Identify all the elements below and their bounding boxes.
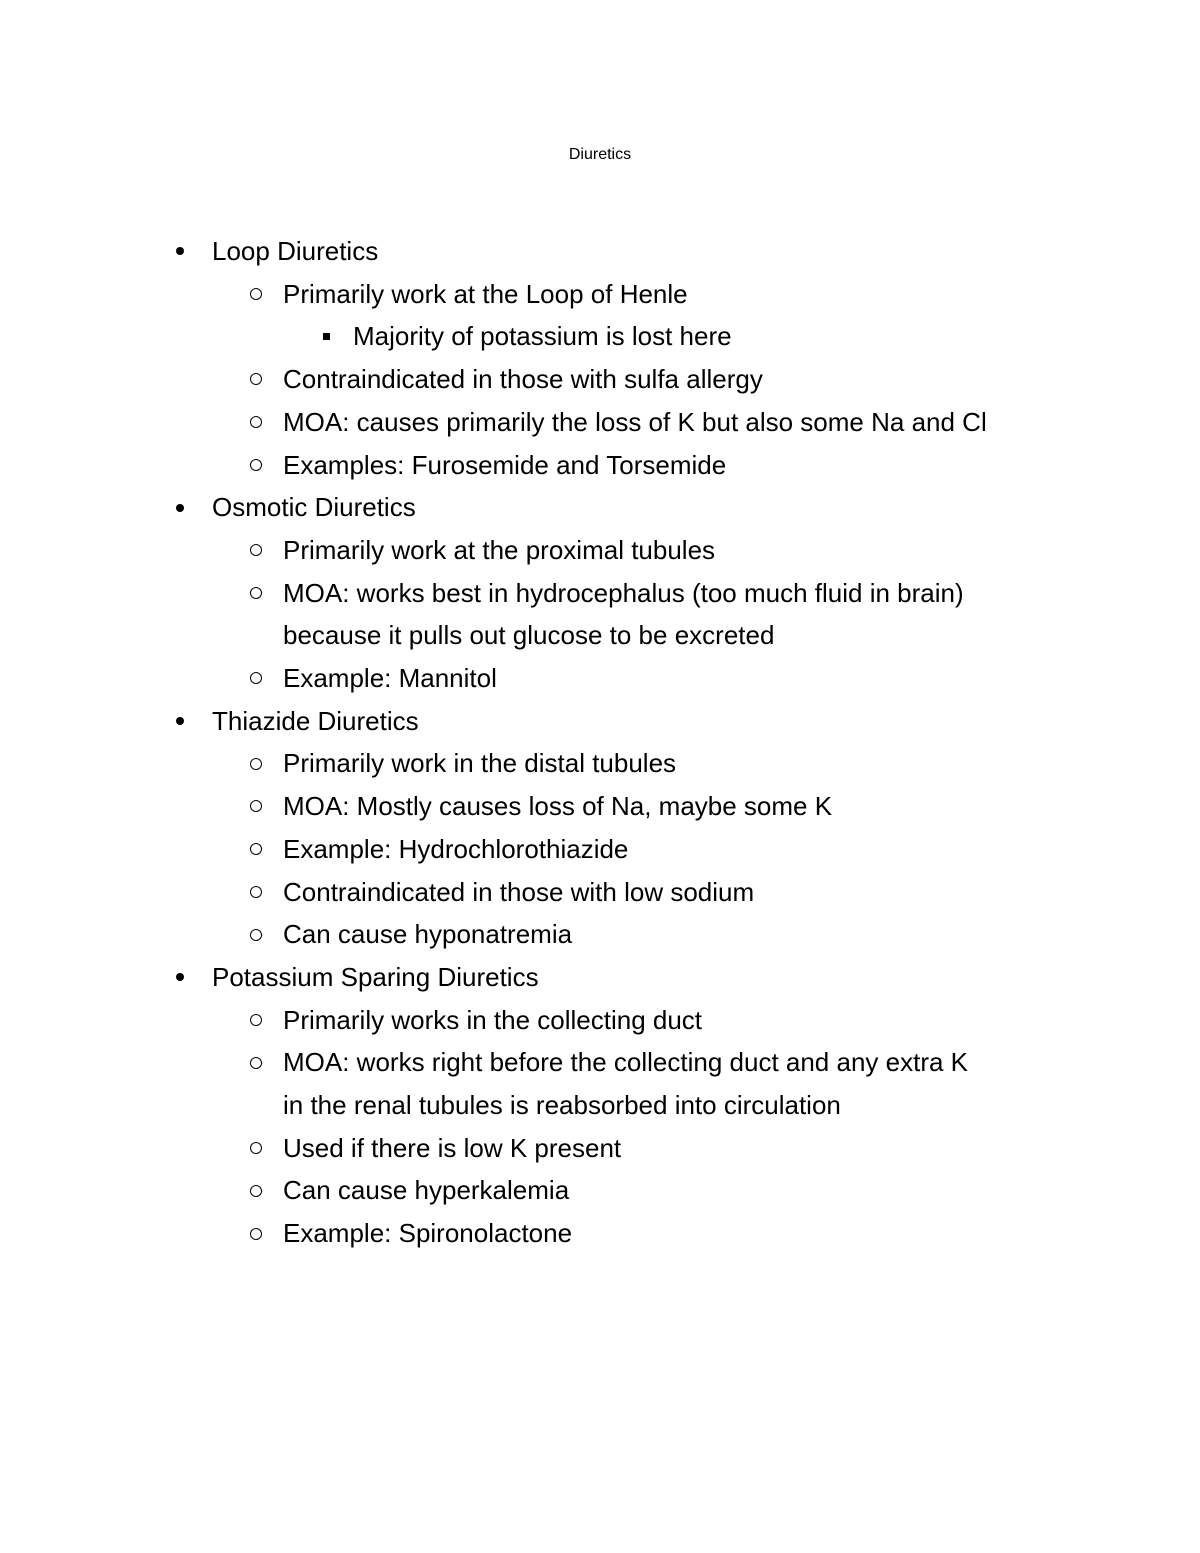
bullet-circle-icon	[245, 529, 267, 572]
list-item-text: Contraindicated in those with low sodium	[283, 876, 755, 907]
list-item	[0, 572, 1200, 615]
bullet-circle-icon	[245, 871, 267, 914]
bullet-circle-icon	[245, 999, 267, 1042]
list-item	[0, 529, 1200, 572]
list-item-text: Primarily works in the collecting duct	[283, 1004, 703, 1035]
bullet-disc-icon	[170, 956, 190, 999]
bullet-circle-icon	[245, 1169, 267, 1212]
bullet-circle-icon	[245, 785, 267, 828]
list-item-text: Example: Spironolactone	[283, 1218, 573, 1249]
section-heading	[0, 486, 1200, 529]
bullet-circle-icon	[245, 1212, 267, 1255]
list-item-text: Primarily work at the Loop of Henle	[283, 278, 688, 309]
list-item	[0, 1212, 1200, 1255]
bullet-circle-icon	[245, 358, 267, 401]
section-heading	[0, 956, 1200, 999]
list-item-continuation-text: in the renal tubules is reabsorbed into circulation	[283, 1090, 841, 1121]
list-item	[0, 999, 1200, 1042]
list-item-continuation	[0, 1084, 1200, 1127]
list-item-text: Can cause hyperkalemia	[283, 1175, 570, 1206]
sub-list-item	[0, 315, 1200, 358]
section-heading-text: Thiazide Diuretics	[212, 705, 419, 736]
bullet-circle-icon	[245, 401, 267, 444]
bullet-circle-icon	[245, 913, 267, 956]
list-item-continuation-text: because it pulls out glucose to be excreted	[283, 620, 775, 651]
list-item	[0, 1127, 1200, 1170]
bullet-circle-icon	[245, 1041, 267, 1084]
list-item	[0, 657, 1200, 700]
bullet-circle-icon	[245, 1127, 267, 1170]
section-heading-text: Loop Diuretics	[212, 236, 379, 266]
list-item	[0, 913, 1200, 956]
bullet-disc-icon	[170, 700, 190, 743]
section-heading	[0, 700, 1200, 743]
list-item	[0, 785, 1200, 828]
list-item-continuation	[0, 614, 1200, 657]
list-item	[0, 401, 1200, 444]
bullet-circle-icon	[245, 742, 267, 785]
bullet-circle-icon	[245, 444, 267, 487]
bullet-square-icon	[316, 315, 336, 358]
list-item-text: MOA: works right before the collecting duct and any extra K	[283, 1047, 969, 1078]
list-item-text: Can cause hyponatremia	[283, 919, 573, 950]
list-item-text: MOA: Mostly causes loss of Na, maybe some K	[283, 791, 833, 822]
section-heading-text: Potassium Sparing Diuretics	[212, 961, 539, 992]
list-item-text: Primarily work at the proximal tubules	[283, 534, 716, 565]
list-item	[0, 1041, 1200, 1084]
sub-list-item-text: Majority of potassium is lost here	[353, 321, 732, 352]
section-heading-text: Osmotic Diuretics	[212, 492, 416, 523]
list-item	[0, 444, 1200, 487]
list-item-text: MOA: causes primarily the loss of K but also some Na and Cl	[283, 406, 987, 437]
list-item	[0, 358, 1200, 401]
list-item-text: Example: Hydrochlorothiazide	[283, 833, 629, 864]
list-item-text: Examples: Furosemide and Torsemide	[283, 449, 727, 480]
list-item	[0, 871, 1200, 914]
bullet-circle-icon	[245, 657, 267, 700]
list-item	[0, 828, 1200, 871]
document-title: Diuretics	[568, 146, 632, 163]
list-item	[0, 742, 1200, 785]
bullet-circle-icon	[245, 572, 267, 615]
bullet-outline	[0, 230, 1200, 1255]
bullet-circle-icon	[245, 273, 267, 316]
list-item	[0, 273, 1200, 316]
bullet-circle-icon	[245, 828, 267, 871]
list-item-text: Used if there is low K present	[283, 1132, 622, 1163]
list-item	[0, 1169, 1200, 1212]
list-item-text: MOA: works best in hydrocephalus (too much fluid in brain)	[283, 577, 964, 608]
list-item-text: Example: Mannitol	[283, 663, 497, 694]
list-item-text: Primarily work in the distal tubules	[283, 748, 677, 779]
bullet-disc-icon	[170, 486, 190, 529]
bullet-disc-icon	[170, 230, 190, 273]
section-heading	[0, 230, 1200, 273]
list-item-text: Contraindicated in those with sulfa allergy	[283, 364, 763, 395]
